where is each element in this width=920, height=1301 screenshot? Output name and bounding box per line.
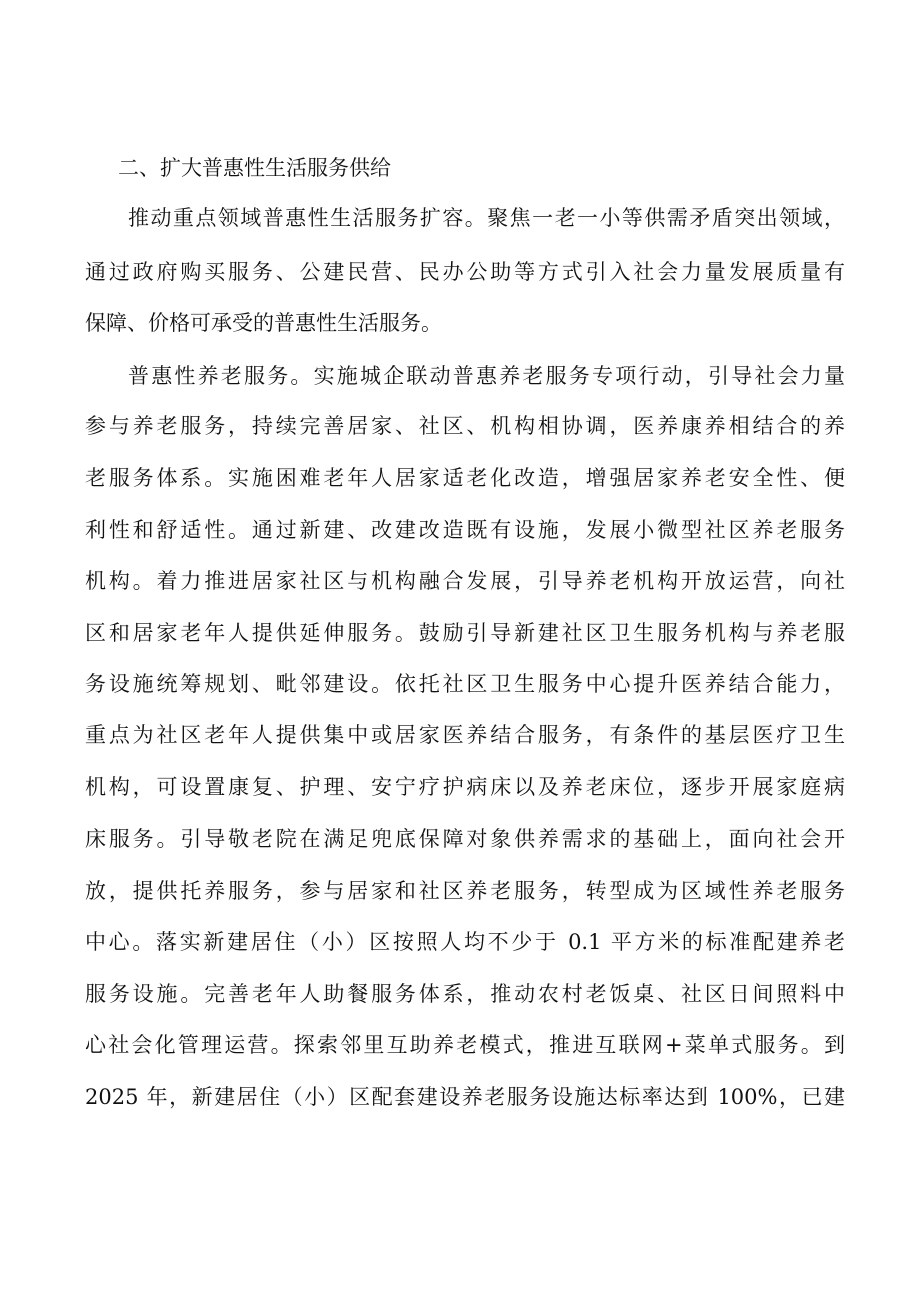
paragraph-2-line-9: 机构，可设置康复、护理、安宁疗护病床以及养老床位，逐步开展家庭病 (85, 775, 845, 799)
paragraph-2-line-1: 普惠性养老服务。实施城企联动普惠养老服务专项行动，引导社会力量 (128, 364, 845, 388)
paragraph-2-line-12: 中心。落实新建居住（小）区按照人均不少于 0.1 平方米的标准配建养老 (85, 930, 845, 954)
paragraph-2-line-6: 区和居家老年人提供延伸服务。鼓励引导新建社区卫生服务机构与养老服 (85, 621, 845, 645)
paragraph-2-line-14: 心社会化管理运营。探索邻里互助养老模式，推进互联网+菜单式服务。到 (85, 1033, 845, 1057)
paragraph-2-line-13: 服务设施。完善老年人助餐服务体系，推动农村老饭桌、社区日间照料中 (85, 982, 845, 1006)
paragraph-2-line-3: 老服务体系。实施困难老年人居家适老化改造，增强居家养老安全性、便 (85, 466, 845, 490)
paragraph-2-line-7: 务设施统筹规划、毗邻建设。依托社区卫生服务中心提升医养结合能力， (85, 672, 845, 696)
paragraph-2-line-8: 重点为社区老年人提供集中或居家医养结合服务，有条件的基层医疗卫生 (85, 723, 845, 747)
section-heading: 二、扩大普惠性生活服务供给 (118, 156, 391, 180)
paragraph-2-line-10: 床服务。引导敬老院在满足兜底保障对象供养需求的基础上，面向社会开 (85, 827, 845, 851)
paragraph-2-line-4: 利性和舒适性。通过新建、改建改造既有设施，发展小微型社区养老服务 (85, 518, 845, 542)
paragraph-2-line-2: 参与养老服务，持续完善居家、社区、机构相协调，医养康养相结合的养 (85, 414, 845, 438)
paragraph-2-line-15: 2025 年，新建居住（小）区配套建设养老服务设施达标率达到 100%，已建 (85, 1085, 845, 1109)
paragraph-2-line-5: 机构。着力推进居家社区与机构融合发展，引导养老机构开放运营，向社 (85, 569, 845, 593)
paragraph-1-line-3: 保障、价格可承受的普惠性生活服务。 (85, 311, 442, 335)
paragraph-2-line-11: 放，提供托养服务，参与居家和社区养老服务，转型成为区域性养老服务 (85, 879, 845, 903)
paragraph-1-line-2: 通过政府购买服务、公建民营、民办公助等方式引入社会力量发展质量有 (85, 260, 845, 284)
paragraph-1-line-1: 推动重点领域普惠性生活服务扩容。聚焦一老一小等供需矛盾突出领域， (128, 206, 845, 230)
